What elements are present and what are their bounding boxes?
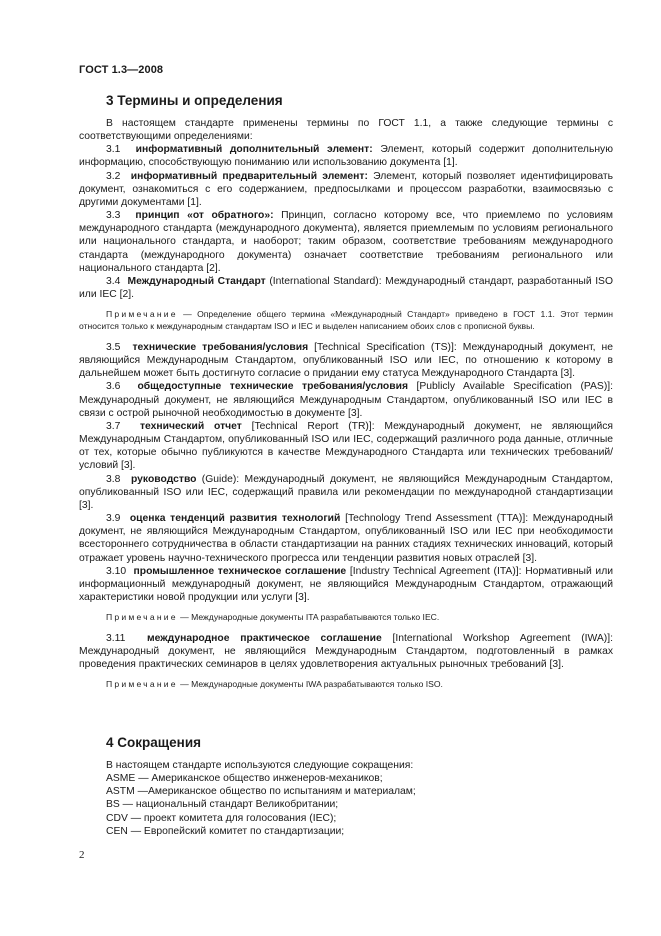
term-3-3: 3.3 принцип «от обратного»: Принцип, согласно которому все, что приемлемо по условиям международного стандарта (международного документа), является приемлемым по условиям регионального или национального стандарта, и наоборот; таким образом, соответствие требованиям международного стандарта (международного документа) означает соответствие требованиям регионального или национального стандарта [2].	[79, 210, 613, 274]
section-3-intro: В настоящем стандарте применены термины по ГОСТ 1.1, а также следующие термины с соответствующими определениями:	[79, 118, 613, 143]
abbreviation-item: CDV — проект комитета для голосования (IEC);	[106, 812, 337, 824]
term-3-9: 3.9 оценка тенденций развития технологий [Technology Trend Assessment (TTA)]: Международный документ, не являющийся Международным Стандартом, опубликованный ISO или IEC при необходимости всестороннего сотрудничества в области стандартизации на ранних стадиях технических инноваций, который отражает уровень научно-технического прогресса или тенденции развития новых отраслей [3].	[79, 513, 614, 564]
abbreviation-item: BS — национальный стандарт Великобритании;	[106, 799, 339, 811]
note-ita: Примечание — Международные документы ITA разрабатываются только IEC.	[106, 612, 440, 623]
page-number: 2	[79, 849, 85, 861]
section-4-title: 4 Сокращения	[106, 735, 201, 750]
term-3-2: 3.2 информативный предварительный элемент: Элемент, который позволяет идентифицировать документ, ознакомиться с его содержанием, предпосылками и процессом разработки, взаимосвязью с другими документами [1].	[79, 170, 614, 208]
document-header: ГОСТ 1.3—2008	[79, 64, 164, 76]
abbreviation-item: ASTM —Американское общество по испытаниям и материалам;	[106, 786, 416, 798]
term-3-6: 3.6 общедоступные технические требования/условия [Publicly Available Specification (PAS)]: Международный документ, не являющийся Международным Стандартом, опубликованный ISO или IEC в связи с острой рыночной необходимостью в документе [3].	[79, 381, 614, 419]
abbreviation-item: ASME — Американское общество инженеров-механиков;	[106, 773, 383, 785]
term-3-7: 3.7 технический отчет [Technical Report (TR)]: Международный документ, не являющийся Международным Стандартом, опубликованный ISO или IEC, содержащий различного рода данные, отличные от тех, которые обычно публикуются в качестве Международного Стандарта или технических требований/условий [3].	[79, 420, 613, 472]
term-3-8: 3.8 руководство (Guide): Международный документ, не являющийся Международным Стандартом, опубликованный ISO или IEC, содержащий правила или рекомендации по международной стандартизации [3].	[79, 473, 614, 511]
term-3-10: 3.10 промышленное техническое соглашение [Industry Technical Agreement (ITA)]: Нормативный или информационный международный документ, не являющийся Международным Стандартом, отражающий характеристики новой продукции или услуги [3].	[79, 565, 614, 603]
note-iwa: Примечание — Международные документы IWA разрабатываются только ISO.	[106, 679, 443, 689]
abbreviations-list	[106, 759, 606, 838]
abbreviation-item: CEN — Европейский комитет по стандартизации;	[106, 825, 345, 837]
term-3-5: 3.5 технические требования/условия [Technical Specification (TS)]: Международный документ, не являющийся Международным Стандартом, опубликованный ISO или IEC, по отношению к которому в дальнейшем может быть достигнуто согласие о придании ему статуса Международного Стандарта [3].	[79, 342, 613, 380]
section-3-title: 3 Термины и определения	[106, 93, 283, 108]
note-international-standard: Примечание — Определение общего термина «Международный Стандарт» приведено в ГОСТ 1.1. Этот термин относится только к международным стандартам ISO и IEC и выделен написанием обоих слов с прописной буквы.	[79, 309, 613, 331]
abbreviations-intro: В настоящем стандарте используются следующие сокращения:	[106, 760, 414, 771]
section-3-body	[79, 117, 613, 690]
term-3-1: 3.1 информативный дополнительный элемент: Элемент, который содержит дополнительную информацию, способствующую пониманию или использованию документа [1].	[79, 144, 613, 169]
term-3-4: 3.4 Международный Стандарт (International Standard): Международный стандарт, разработанный ISO или IEC [2].	[79, 275, 614, 301]
term-3-11: 3.11 международное практическое соглашение [International Workshop Agreement (IWA)]: Международный документ, не являющийся Международным Стандартом, подготовленный в рамках проведения практических семинаров в целях удовлетворения актуальных рыночных требований [3].	[79, 632, 613, 670]
